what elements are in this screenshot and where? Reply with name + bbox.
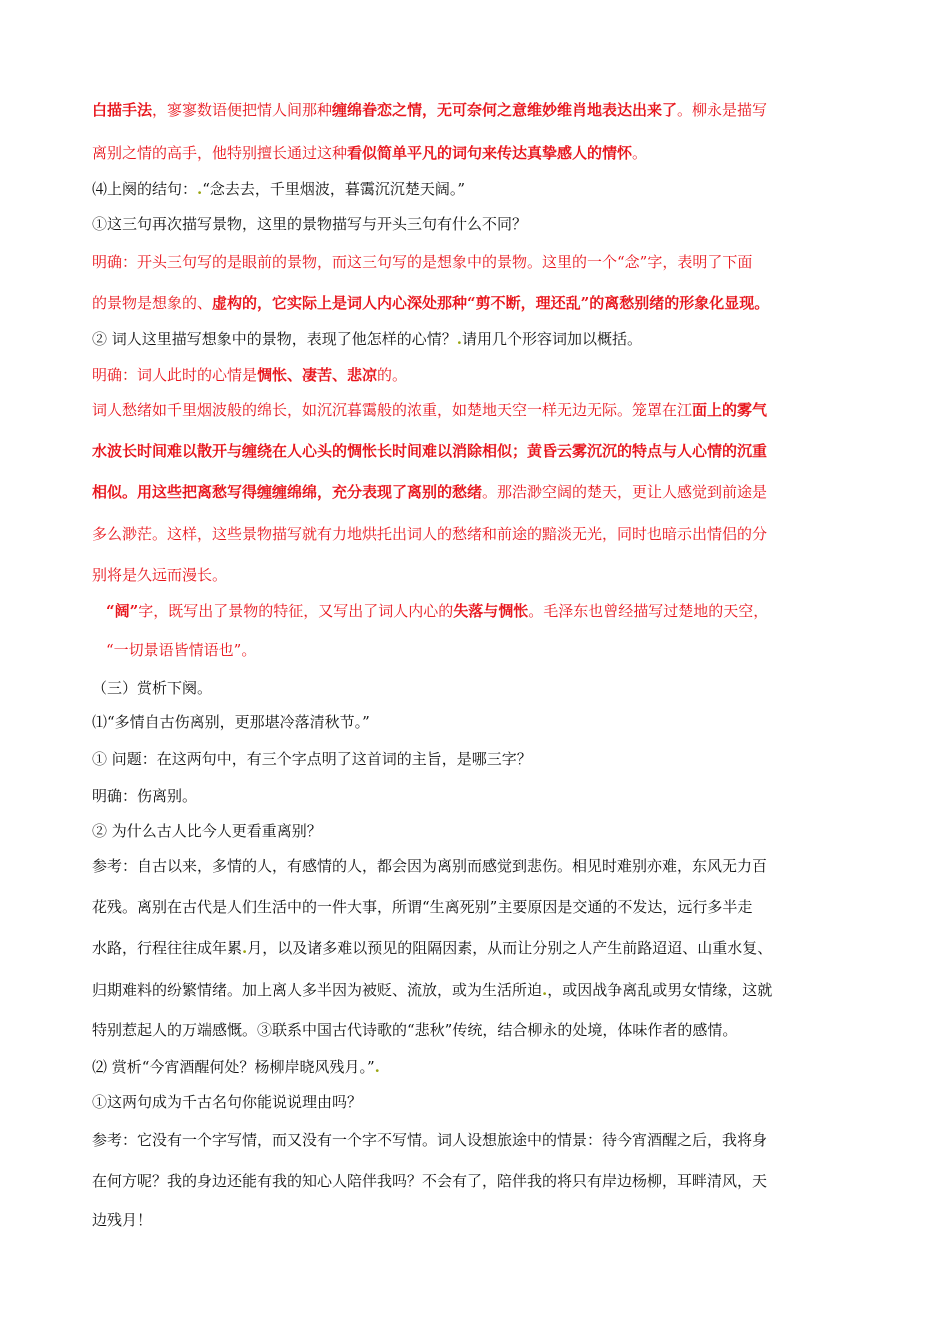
text-line <box>92 820 862 842</box>
text-segment: 参考：它没有一个字写情，而又没有一个字不写情。词人设想旅途中的情景：待今宵酒醒之后，我将身 <box>92 1131 768 1149</box>
text-line <box>92 711 862 733</box>
text-segment: 明确：词人此时的心情是 <box>92 366 258 384</box>
text-segment: 请用几个形容词加以概括。 <box>462 330 643 348</box>
text-segment: 。毛泽东也曾经描写过楚地的天空， <box>528 602 769 620</box>
text-segment: （三）赏析下阕。 <box>92 679 213 697</box>
text-line <box>92 364 862 386</box>
text-line <box>92 785 862 807</box>
text-segment: 虚构的，它实际上是词人内心深处那种“剪不断，理还乱”的离愁别绪的形象化显现。 <box>212 294 770 312</box>
text-segment: 在何方呢？我的身边还能有我的知心人陪伴我吗？不会有了，陪伴我的将只有岸边杨柳，耳畔清风，天 <box>92 1172 768 1190</box>
text-line <box>92 1019 862 1041</box>
text-line <box>92 292 862 314</box>
emphasis-dot: . <box>456 330 463 348</box>
text-line <box>106 600 876 622</box>
text-line <box>92 523 862 545</box>
text-segment: ② 词人这里描写想象中的景物，表现了他怎样的心情？ <box>92 330 457 348</box>
text-line <box>92 399 862 421</box>
text-segment: 明确：伤离别。 <box>92 787 198 805</box>
text-segment: 归期难料的纷繁情绪。加上离人多半因为被贬、流放，或为生活所迫 <box>92 981 543 999</box>
text-line <box>92 1170 862 1192</box>
text-line <box>92 979 862 1001</box>
text-line <box>92 1091 862 1113</box>
text-line <box>92 855 862 877</box>
text-segment: 别将是久远而漫长。 <box>92 566 228 584</box>
text-segment: 明确：开头三句写的是眼前的景物，而这三句写的是想象中的景物。这里的一个“念”字，表明了下面 <box>92 253 753 271</box>
text-segment: 参考：自古以来，多情的人，有感情的人，都会因为离别而感觉到悲伤。相见时难别亦难，东风无力百 <box>92 857 768 875</box>
text-segment: 多么渺茫。这样，这些景物描写就有力地烘托出词人的愁绪和前途的黯淡无光，同时也暗示出情侣的分 <box>92 525 768 543</box>
text-line <box>92 1056 862 1078</box>
text-line <box>92 99 862 121</box>
text-segment: 相似。用这些把离愁写得缠缠绵绵，充分表现了离别的愁绪 <box>92 483 483 501</box>
text-line <box>92 564 862 586</box>
text-segment: 面上的雾气 <box>692 401 768 419</box>
text-line <box>92 440 862 462</box>
text-segment: 。 <box>632 144 648 162</box>
text-line <box>92 1129 862 1151</box>
text-segment: “一切景语皆情语也”。 <box>106 641 257 659</box>
text-segment: 的。 <box>377 366 408 384</box>
text-segment: “阔” <box>106 602 139 620</box>
text-segment: 字，既写出了景物的特征，又写出了词人内心的 <box>138 602 454 620</box>
text-line <box>92 896 862 918</box>
text-line <box>106 639 876 661</box>
text-line <box>92 1209 862 1231</box>
text-line <box>92 328 862 350</box>
text-segment: ① 问题：在这两句中，有三个字点明了这首词的主旨，是哪三字？ <box>92 750 532 768</box>
text-segment: 。柳永是描写 <box>677 101 768 119</box>
text-segment: 月，以及诸多难以预见的阻隔因素，从而让分别之人产生前路迢迢、山重水复、 <box>247 939 773 957</box>
text-line <box>92 213 862 235</box>
text-segment: 。那浩渺空阔的楚天，更让人感觉到前途是 <box>482 483 768 501</box>
text-segment: ，或因战争离乱或男女情缘，这就 <box>547 981 773 999</box>
text-segment: “念去去，千里烟波，暮霭沉沉楚天阔。” <box>202 180 466 198</box>
text-segment: 失落与惆怅 <box>453 602 529 620</box>
text-segment: 特别惹起人的万端感慨。③联系中国古代诗歌的“悲秋”传统，结合柳永的处境，体味作者的感情。 <box>92 1021 738 1039</box>
emphasis-dot: . <box>197 180 203 198</box>
text-segment: 水波长时间难以散开与缠绕在人心头的惆怅长时间难以消除相似；黄昏云雾沉沉的特点与人心情的沉重 <box>92 442 768 460</box>
text-segment: ⑴“多情自古伤离别，更那堪冷落清秋节。” <box>92 713 370 731</box>
text-segment: ⑵ 赏析“今宵酒醒何处？杨柳岸晓风残月。” <box>92 1058 375 1076</box>
emphasis-dot: . <box>374 1058 380 1076</box>
text-line <box>92 178 862 200</box>
text-segment: 看似简单平凡的词句来传达真挚感人的情怀 <box>347 144 633 162</box>
text-line <box>92 481 862 503</box>
text-line <box>92 748 862 770</box>
text-segment: 缠绵眷恋之情，无可奈何之意维妙维肖地表达出来了 <box>332 101 678 119</box>
emphasis-dot: . <box>542 981 548 999</box>
text-line <box>92 677 862 699</box>
text-segment: 花残。离别在古代是人们生活中的一件大事，所谓“生离死别”主要原因是交通的不发达，远行多半走 <box>92 898 753 916</box>
text-segment: 惆怅、凄苦、悲凉 <box>257 366 378 384</box>
text-segment: 白描手法 <box>92 101 153 119</box>
text-line <box>92 251 862 273</box>
text-segment: ⑷上阕的结句： <box>92 180 198 198</box>
text-segment: ② 为什么古人比今人更看重离别？ <box>92 822 322 840</box>
text-segment: ①这两句成为千古名句你能说说理由吗？ <box>92 1093 363 1111</box>
text-segment: ，寥寥数语便把情人间那种 <box>152 101 333 119</box>
text-segment: 边残月！ <box>92 1211 153 1229</box>
emphasis-dot: . <box>242 939 248 957</box>
text-segment: 水路，行程往往成年累 <box>92 939 243 957</box>
text-segment: 词人愁绪如千里烟波般的绵长，如沉沉暮霭般的浓重，如楚地天空一样无边无际。笼罩在江 <box>92 401 693 419</box>
text-line <box>92 142 862 164</box>
text-segment: 离别之情的高手，他特别擅长通过这种 <box>92 144 348 162</box>
text-line <box>92 937 862 959</box>
text-segment: ①这三句再次描写景物，这里的景物描写与开头三句有什么不同？ <box>92 215 528 233</box>
text-segment: 的景物是想象的、 <box>92 294 213 312</box>
